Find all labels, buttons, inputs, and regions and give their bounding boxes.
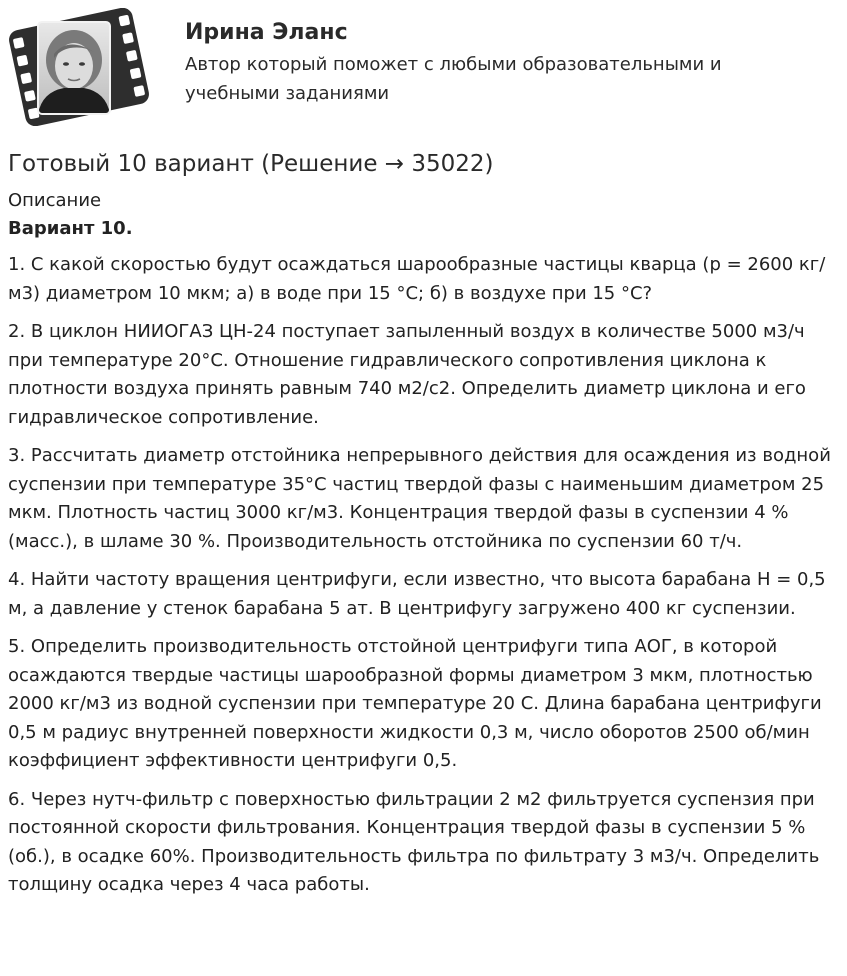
author-name[interactable]: Ирина Эланс — [185, 20, 348, 45]
task-item: 6. Через нутч-фильтр с поверхностью фильтрации 2 м2 фильтруется суспензия при постоянной скорости фильтрования. Концентрация твердой фазы в суспензии 5 % (об.), в осадке 60%. Производительность фильтра по фильтрату 3 м3/ч. Определить толщину осадка через 4 часа работы. — [8, 788, 820, 895]
task-item: 4. Найти частоту вращения центрифуги, если известно, что высота барабана Н = 0,5 м, а давление у стенок барабана 5 ат. В центрифугу загружено 400 кг суспензии. — [8, 569, 826, 619]
author-card — [8, 8, 838, 128]
description-section — [8, 188, 844, 910]
task-item: 2. В циклон НИИОГАЗ ЦН-24 поступает запыленный воздух в количестве 5000 м3/ч при температуре 20°С. Отношение гидравлического сопротивления циклона к плотности воздуха принять равным 740 м2/с2. Определить диаметр циклона и его гидравлическое сопротивление. — [8, 321, 806, 428]
page-title: Готовый 10 вариант (Решение → 35022) — [8, 151, 494, 177]
author-avatar-icon[interactable] — [8, 8, 150, 126]
task-item: 1. С какой скоростью будут осаждаться шарообразные частицы кварца (р = 2600 кг/м3) диаметром 10 мкм; а) в воде при 15 °С; б) в воздухе при 15 °С? — [8, 254, 826, 304]
task-item: 3. Рассчитать диаметр отстойника непрерывного действия для осаждения из водной суспензии при температуре 35°С частиц твердой фазы с наименьшим диаметром 25 мкм. Плотность частиц 3000 кг/м3. Концентрация твердой фазы в суспензии 4 % (масс.), в шламе 30 %. Производительность отстойника по суспензии 60 т/ч. — [8, 445, 831, 552]
description-label: Описание — [8, 190, 102, 211]
task-item: 5. Определить производительность отстойной центрифуги типа АОГ, в которой осаждаются твердые частицы шарообразной формы диаметром 3 мкм, плотностью 2000 кг/м3 из водной суспензии при температуре 20 С. Длина барабана центрифуги 0,5 м радиус внутренней поверхности жидкости 0,3 м, число оборотов 2500 об/мин коэффициент эффективности центрифуги 0,5. — [8, 636, 822, 771]
author-description: Автор который поможет с любыми образовательными и учебными заданиями — [185, 54, 722, 104]
variant-heading: Вариант 10. — [8, 218, 133, 239]
